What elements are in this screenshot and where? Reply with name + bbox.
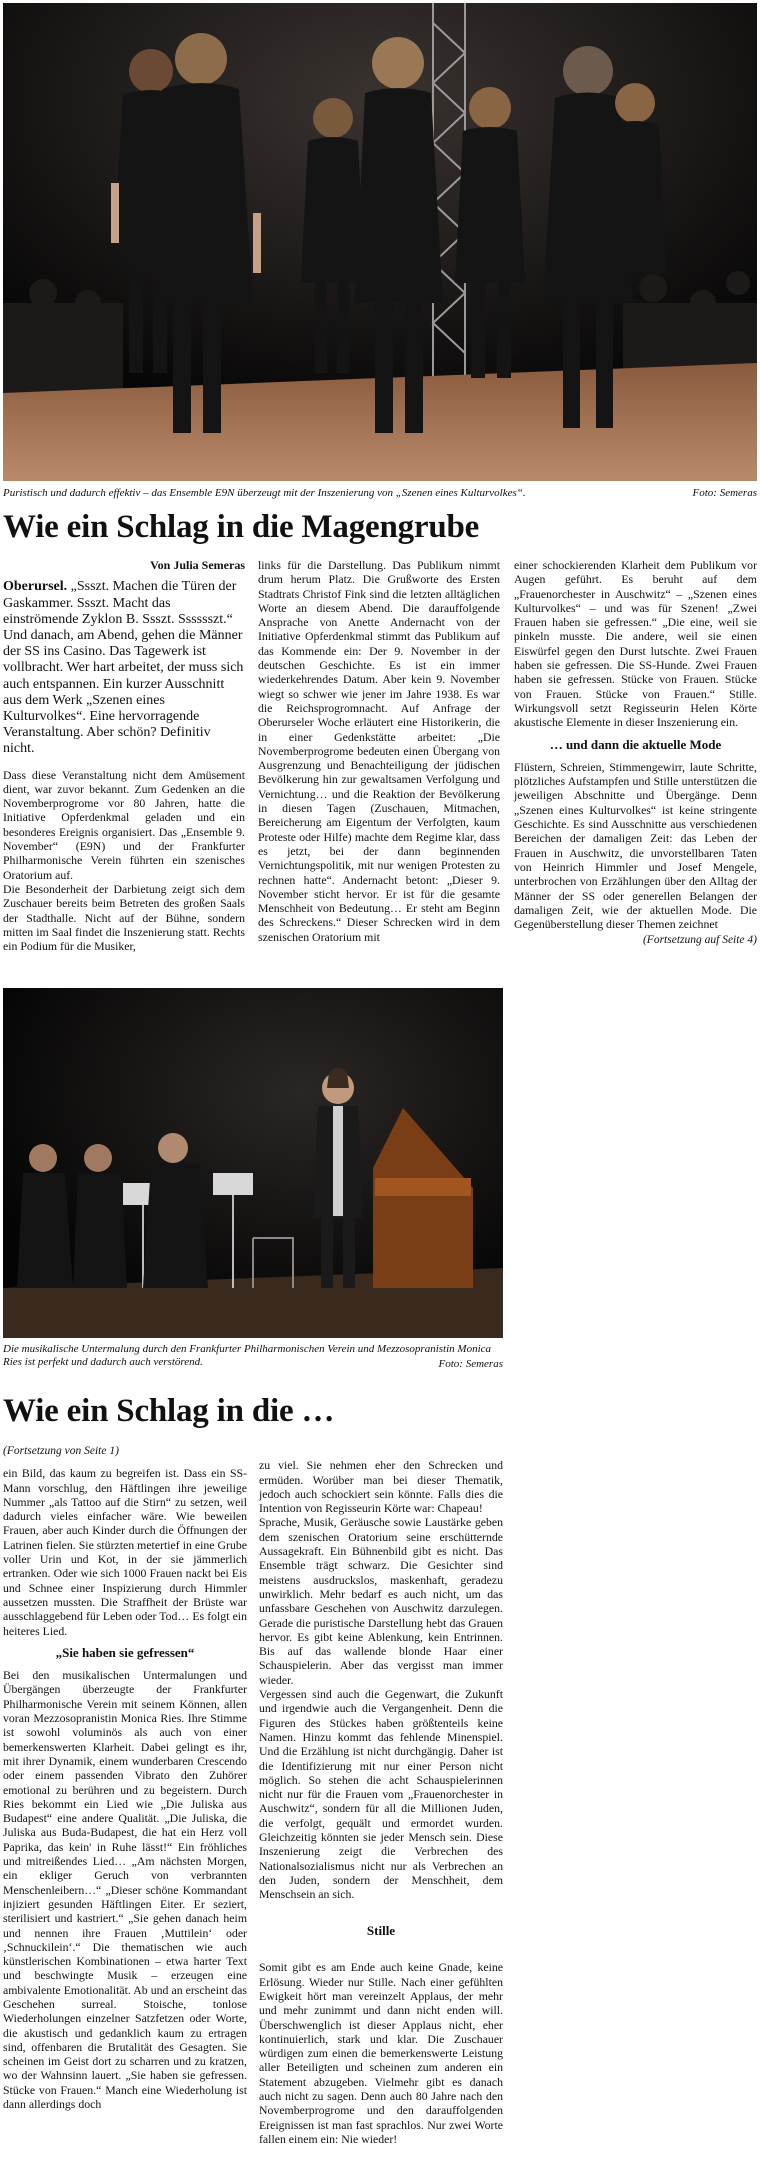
paragraph: Flüstern, Schreien, Stimmengewirr, laute Schritte, plötzliches Aufstampfen und Stille unterstützen die jeweiligen Abschnitte und Übergänge. Denn „Szenen eines Kulturvolkes“ ist keine stringente Geschichte. Es sind Ausschnitte aus verschiedenen Bereichen der damaligen Zeit: das Leben der Frauen in Auschwitz, die unvorstellbaren Taten von Heinrich Himmler und Josef Mengele, unterbrochen von Erzählungen über den Alltag der Männer der SS oder generellen Belangen der damaligen Zeit, wie der aktuellen Mode. Die Gegenüberstellung dieser Themen zeichnet	[514, 759, 757, 932]
ensemble-photo	[3, 3, 757, 481]
caption-text: Die musikalische Untermalung durch den Frankfurter Philharmonischen Verein und Mezzosopranistin Monica Ries ist perfekt und dadurch auch verstörend.	[3, 1343, 492, 1368]
subheading: Stille	[366, 1922, 396, 1938]
article1-column-2	[258, 558, 500, 944]
continued-from-note: (Fortsetzung von Seite 1)	[3, 1445, 119, 1457]
lead-paragraph	[3, 579, 245, 757]
article2-column-2	[259, 1444, 503, 2160]
ensemble-photo-illustration	[3, 3, 757, 481]
photo-credit: Foto: Semeras	[692, 487, 757, 499]
article-headline: Wie ein Schlag in die Magengrube	[3, 509, 480, 545]
paragraph: einer schockierenden Klarheit dem Publikum vor Augen geführt. Es beruht auf dem „Frauenorchester in Auschwitz“ – „Szenen eines Kulturvolkes“ – und was für Szenen! „Zwei Frauen haben sie gefressen.“ „Die eine, weil sie pinkeln musste. Die andere, weil sie einen Eiswürfel gegen den Durst lutschte. Zwei Frauen haben sie gefressen. Die SS-Hunde. Zwei Frauen haben sie gefressen. Stücke von Frauen. Stücke von Frauen. Stücke von Frauen.“ Stille. Wirkungsvoll setzt Regisseurin Helen Körte akustische Elemente in dieser Inszenierung ein.	[514, 558, 757, 730]
paragraph: Dass diese Veranstaltung nicht dem Amüsement dient, war zuvor bekannt. Zum Gedenken an die Novemberprogrome vor 80 Jahren, hatte die Initiative Opferdenkmal geladen und ein besonderes Ereignis organisiert. Das „Ensemble 9. November“ (E9N) und der Frankfurter Philharmonische Verein führten ein szenisches Oratorium auf.	[3, 767, 245, 882]
paragraph: Bei den musikalischen Untermalungen und Übergängen überzeugte der Frankfurter Philharmonische Verein mit seinem Können, allen voran Mezzosopranistin Monica Ries. Ihre Stimme ist sowohl voluminös als auch von einer bemerkenswerten Klarheit. Dabei gelingt es ihr, mit ihrer Dynamik, einem wunderbaren Crescendo oder einem passenden Vibrato den Zuhörer emotional zu berühren und zu begeistern. Durch Ries bekommt ein Lied wie „Die Juliska aus Budapest“ eine andere Qualität. „Die Juliska, die Juliska aus Buda-Budapest, die hat ein Herz voll Paprika, das kein' in Ruhe lässt!“ Ein fröhliches und mitreißendes Lied… „Am nächsten Morgen, ein ekliger Geruch von verbrannten Menschenleibern…“ „Dieser schöne Kommandant injiziert gesunden Häftlingen Eiter. Er seziert, sterilisiert und kastriert.“ „Sie gehen danach heim und nennen ihre Frauen ‚Muttilein‘ oder ‚Schnuckilein‘.“ Die thematischen wie auch künstlerischen Kombinationen – etwa harter Text und beschwingte Musik – erzeugen eine ambivalente Emotionalität. Ab und an erscheint das Geschehen surreal. Stoische, tonlose Wiederholungen einzelner Satzfetzen oder Worte, die akustisch und gedanklich kaum zu ertragen sind, offenbaren die Brutalität des Gesagten. Sie scheinen im Geist dort zu scharren und zu kratzen, wo der Wahnsinn lauert. „Sie haben sie gefressen. Stücke von Frauen.“ Manch eine Wiederholung ist dann allerdings doch	[3, 1668, 247, 2112]
article-headline: Wie ein Schlag in die …	[3, 1393, 335, 1429]
orchestra-photo-caption	[3, 1343, 503, 1371]
orchestra-photo	[3, 988, 503, 1338]
orchestra-photo-illustration	[3, 988, 503, 1338]
lead-text: „Ssszt. Machen die Türen der Gaskammer. Ssszt. Macht das einströmende Zyklon B. Ssszt. Sssssszt.“ Und danach, am Abend, gehen die Männer der SS ins Casino. Das Tagewerk ist vollbracht. Wer hart arbeitet, der muss sich auch entspannen. Ein kurzer Ausschnitt aus dem Werk „Szenen eines Kulturvolkes“. Eine hervorragende Veranstaltung. Aber schön? Definitiv nicht.	[3, 579, 244, 757]
paragraph: ein Bild, das kaum zu begreifen ist. Dass ein SS-Mann vorschlug, den Häftlingen ihre jeweilige Nummer „als Tattoo auf die Stirn“ zu setzen, weil dadurch vieles einfacher wäre. Wie beweilen Frauen, aber auch Kinder durch die Öffnungen der Latrinen fielen. Sie stürzten metertief in eine Grube voller Urin und Kot, in der sie jämmerlich ertranken. Oder wie sich 1000 Frauen nackt bei Eis und Schnee einer Inspizierung durch Himmler aussetzen mussten. Die Straffheit der Brüste war ausschlaggebend für Leben oder Tod… Es folgt ein heiteres Lied.	[3, 1466, 247, 1638]
paragraph: links für die Darstellung. Das Publikum nimmt drum herum Platz. Die Grußworte des Ersten Stadtrats Christof Fink sind die letzten alltäglichen Worte an diesem Abend. Die darauffolgende Ansprache von Anette Andernacht von der Initiative Opferdenkmal stimmt das Publikum auf das Kommende ein: Der 9. November in der deutschen Geschichte. Es ist ein immer wiederkehrendes Datum. Aber kein 9. November wiegt so schwer wie jener im Jahre 1938. Es war die Reichsprogromnacht. Auf Anfrage der Oberurseler Woche erläutert eine Historikerin, die in einer Gedenkstätte arbeitet: „Die Novemberprogrome bedeuten einen Übergang von Ausgrenzung und Benachteiligung der jüdischen Bevölkerung hin zur gewaltsamen Verfolgung und Vernichtung… und die Reaktion der Bevölkerung in diesen Tagen (Zuschauen, Mitmachen, Bereicherung am Eigentum der Verfolgten, kaum Proteste oder Hilfe) machte dem Regime klar, dass es jetzt, bei der dann beginnenden Vernichtungspolitik, mit nur wenigen Protesten zu rechnen hatte“. Andernacht betont: „Dieser 9. November sticht hervor. Er ist für die gesamte Menschheit von Bedeutung… Er steht am Beginn des Schreckens.“ Dieser Schrecken wird in dem szenischen Oratorium mit	[258, 558, 500, 944]
paragraph: Somit gibt es am Ende auch keine Gnade, keine Erlösung. Wieder nur Stille. Nach einer gefühlten Ewigkeit hört man vereinzelt Applaus, der mehr und mehr zunimmt und dann nicht enden will. Überschwenglich ist dieser Applaus nicht, eher kontinuierlich, stark und klar. Die Zuschauer würdigen zum einen die bemerkenswerte Leistung aller Beteiligten und scheinen zum anderen ein Statement abzugeben. Vielmehr gibt es danach auch nicht zu sagen. Denn auch 80 Jahre nach den Novemberprogrome und den darauffolgenden Ereignissen ist man fast sprachlos. Nur zwei Worte fallen einem ein: Nie wieder!	[259, 1960, 503, 2146]
paragraph: Die Besonderheit der Darbietung zeigt sich dem Zuschauer bereits beim Betreten des großen Saals der Stadthalle. Nicht auf der Bühne, sondern mitten im Saal findet die Inszenierung statt. Rechts ein Podium für die Musiker,	[3, 881, 245, 954]
ensemble-photo-caption	[3, 487, 757, 501]
subheading: … und dann die aktuelle Mode	[549, 736, 722, 752]
photo-credit: Foto: Semeras	[438, 1358, 503, 1370]
byline: Von Julia Semeras	[150, 558, 245, 572]
article1-column-1	[3, 558, 245, 953]
article1-column-3	[514, 558, 757, 948]
caption-text: Puristisch und dadurch effektiv – das Ensemble E9N überzeugt mit der Inszenierung von „Szenen eines Kulturvolkes“.	[3, 487, 526, 499]
dateline: Oberursel.	[3, 579, 68, 595]
continued-note: (Fortsetzung auf Seite 4)	[642, 934, 757, 947]
paragraph: zu viel. Sie nehmen eher den Schrecken und ermüden. Worüber man bei dieser Thematik, jedoch auch schockiert sein könnte. Falls dies die Intention von Regisseurin Körte war: Chapeau! Sprache, Musik, Geräusche sowie Laustärke geben dem szenischen Oratorium seine erschütternde Aussagekraft. Ein Bühnenbild gibt es nicht. Das Ensemble trägt schwarz. Die Gesichter sind meistens ausdruckslos, maskenhaft, geradezu unwirklich. Mehr bedarf es auch nicht, um das unfassbare Geschehen von Auschwitz darzulegen. Gerade die puristische Darstellung hebt das Grauen hervor. Es gibt keine Ablenkung, kein Entrinnen. Bis auf das wallende blonde Haar einer Schauspielerin. Aber das vergisst man immer wieder. Vergessen sind auch die Gegenwart, die Zukunft und irgendwie auch die Vergangenheit. Denn die Figuren des Stückes haben größtenteils keine Namen. Hinzu kommt das fehlende Minenspiel. Und die Erzählung ist nicht durchgängig. Daher ist die Identifizierung mit nur einer Person nicht möglich. So stehen die acht Schauspielerinnen nicht nur für die Frauen vom „Frauenorchester in Auschwitz“, sondern für all die Millionen Juden, die verfolgt, gequält und ermordet wurden. Gleichzeitig könnten sie jeder Mensch sein. Diese Inszenierung zeigt die Verbrechen des Nationalsozialismus nicht nur als Verbrechen an den Juden, sondern der Menschheit, dem Menschsein an sich.	[259, 1458, 503, 1902]
article2-column-1	[3, 1444, 247, 2111]
subheading: „Sie haben sie gefressen“	[55, 1644, 195, 1660]
